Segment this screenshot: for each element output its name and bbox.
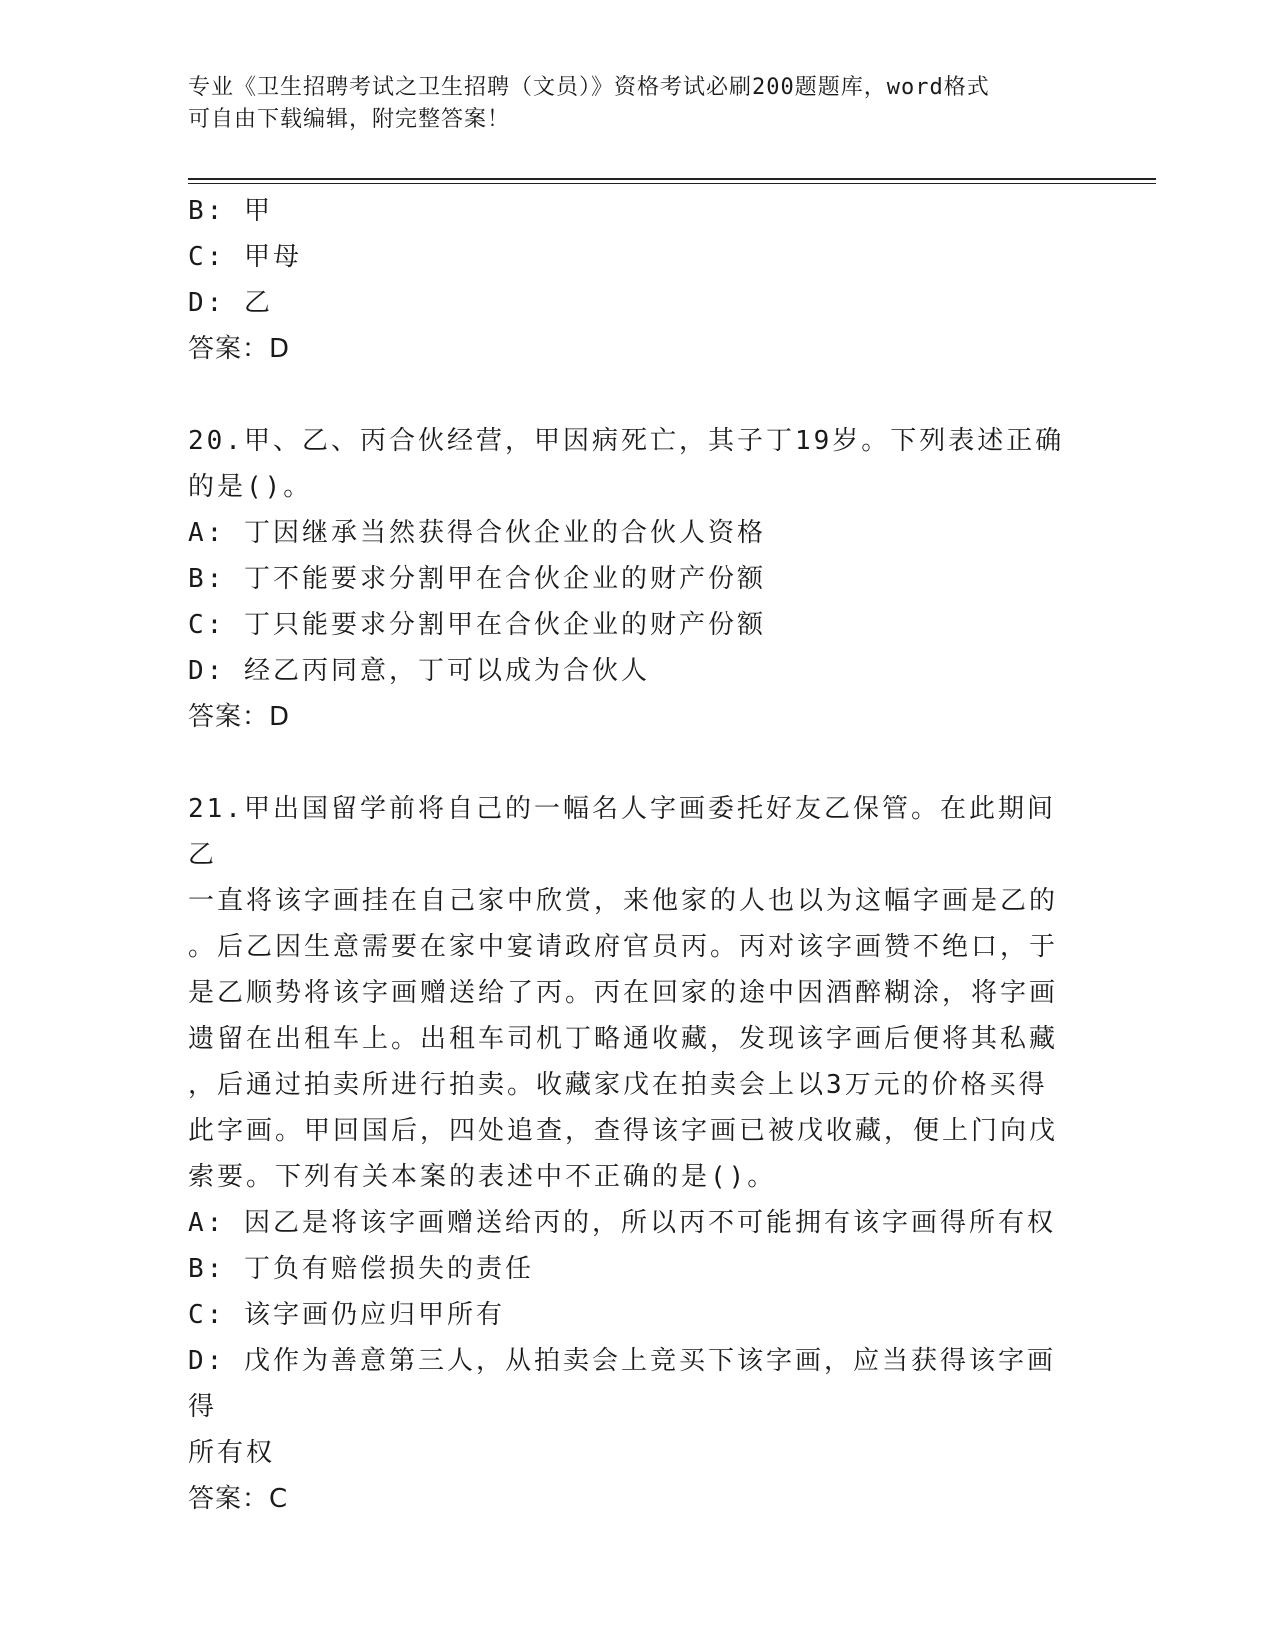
option-c: C: 丁只能要求分割甲在合伙企业的财产份额 [188, 610, 766, 640]
question-21-stem-line: 是乙顺势将该字画赠送给了丙。丙在回家的途中因酒醉糊涂，将字画 [188, 978, 1059, 1008]
spacer [188, 372, 1078, 418]
header-rule-thick [188, 178, 1156, 180]
answer-line: 答案：D [188, 702, 291, 732]
question-21-stem-line: 一直将该字画挂在自己家中欣赏，来他家的人也以为这幅字画是乙的 [188, 886, 1059, 916]
option-a: A: 丁因继承当然获得合伙企业的合伙人资格 [188, 518, 766, 548]
question-21-stem-line: ，后通过拍卖所进行拍卖。收藏家戊在拍卖会上以3万元的价格买得 [188, 1070, 1048, 1100]
header-rule-thin [188, 183, 1156, 184]
question-21-stem-line: 。后乙因生意需要在家中宴请政府官员丙。丙对该字画赞不绝口，于 [188, 932, 1059, 962]
question-20-block [188, 418, 1078, 740]
question-20-stem-line: 20.甲、乙、丙合伙经营，甲因病死亡，其子丁19岁。下列表述正确 [188, 426, 1065, 456]
prev-question-block [188, 188, 1078, 372]
question-21-stem-line: 21.甲出国留学前将自己的一幅名人字画委托好友乙保管。在此期间乙 [188, 794, 1056, 870]
answer-line: 答案：C [188, 1484, 289, 1514]
option-a: A: 因乙是将该字画赠送给丙的，所以丙不可能拥有该字画得所有权 [188, 1208, 1056, 1238]
option-d: D: 经乙丙同意，丁可以成为合伙人 [188, 656, 650, 686]
spacer [188, 740, 1078, 786]
document-header [188, 72, 1068, 136]
question-21-block [188, 786, 1078, 1522]
option-d-continued: 所有权 [188, 1438, 276, 1468]
document-body [188, 188, 1078, 1522]
header-line-1: 专业《卫生招聘考试之卫生招聘（文员）》资格考试必刷200题题库，word格式 [188, 75, 990, 100]
option-b: B: 丁负有赔偿损失的责任 [188, 1254, 534, 1284]
question-21-stem-line: 遗留在出租车上。出租车司机丁略通收藏，发现该字画后便将其私藏 [188, 1024, 1059, 1054]
option-c: C: 甲母 [188, 242, 302, 272]
answer-line: 答案：D [188, 334, 291, 364]
option-b: B: 丁不能要求分割甲在合伙企业的财产份额 [188, 564, 766, 594]
option-c: C: 该字画仍应归甲所有 [188, 1300, 505, 1330]
question-21-stem-line: 索要。下列有关本案的表述中不正确的是()。 [188, 1162, 777, 1192]
option-b: B: 甲 [188, 196, 273, 226]
header-line-2: 可自由下载编辑，附完整答案！ [188, 107, 511, 132]
question-21-stem-line: 此字画。甲回国后，四处追查，查得该字画已被戊收藏，便上门向戊 [188, 1116, 1059, 1146]
option-d: D: 乙 [188, 288, 273, 318]
question-20-stem-line: 的是()。 [188, 472, 313, 502]
option-d: D: 戊作为善意第三人，从拍卖会上竞买下该字画，应当获得该字画得 [188, 1346, 1056, 1422]
